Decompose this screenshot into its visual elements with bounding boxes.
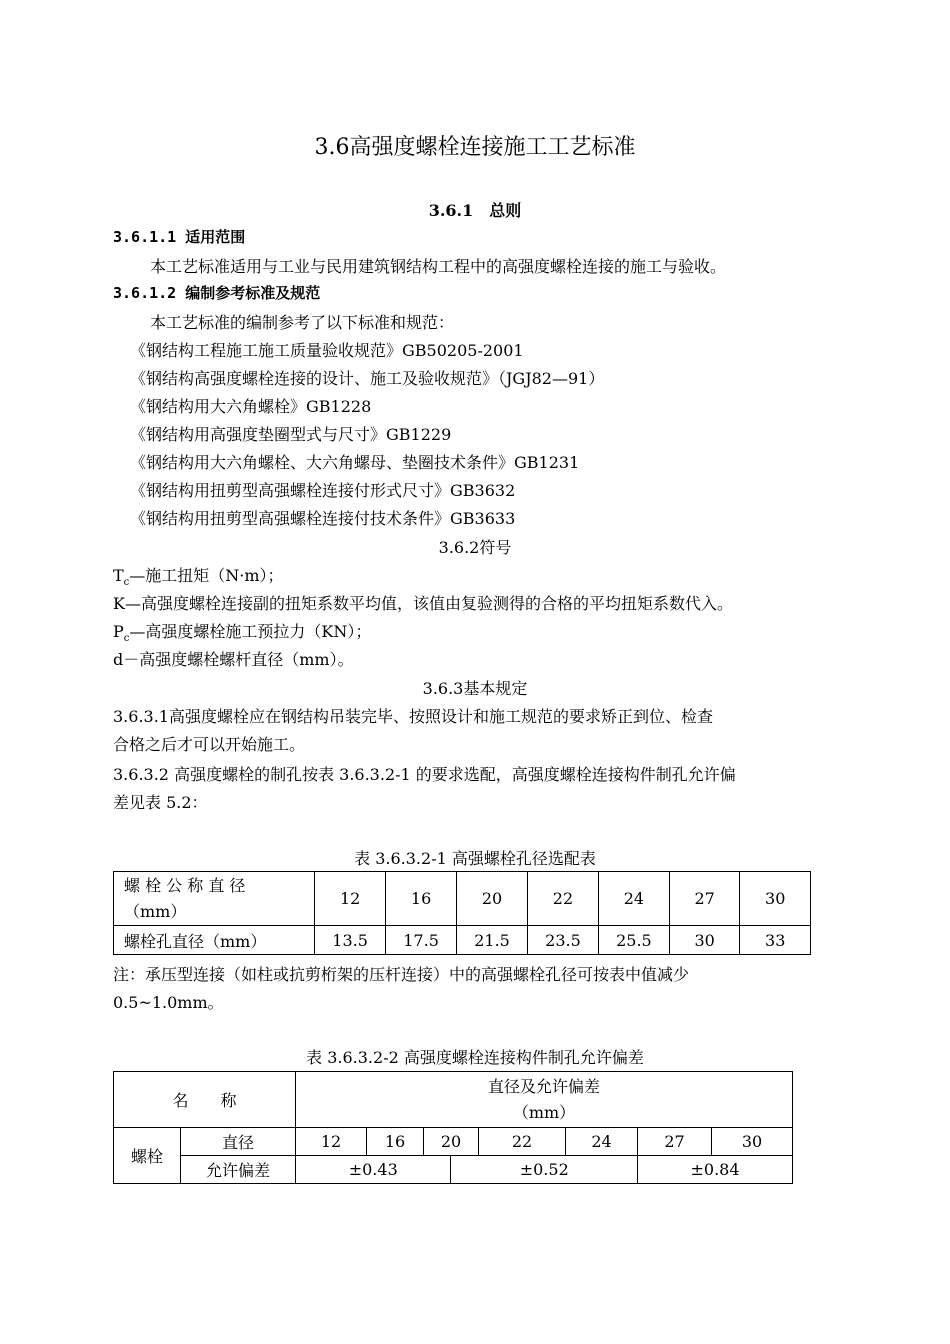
symbol-pc-line (113, 619, 371, 644)
table2-tolerance-cell: ±0.52 (451, 1156, 638, 1184)
table1-cell: 23.5 (528, 926, 599, 955)
table1-cell: 13.5 (315, 926, 386, 955)
table1-cell: 20 (457, 872, 528, 926)
subheading-references-text: 3.6.1.2 编制参考标准及规范 (113, 284, 321, 302)
rule-3-6-3-1-line2: 合格之后才可以开始施工。 (113, 735, 306, 754)
symbol-pc: P (113, 622, 124, 641)
table1-cell: 25.5 (598, 926, 669, 955)
symbol-pc-subscript: c (123, 633, 130, 645)
reference-item: 《钢结构高强度螺栓连接的设计、施工及验收规范》（JGJ82—91） (130, 369, 605, 388)
symbol-tc-desc: —施工扭矩（N·m）； (129, 566, 284, 585)
rule-3-6-3-2-line2: 差见表 5.2： (113, 793, 208, 812)
table1-cell: 33 (740, 926, 811, 955)
table1-row1-label-b: （mm） (124, 901, 187, 921)
section-heading-general: 3.6.1 总则 (428, 201, 522, 220)
paragraph-scope: 本工艺标准适用与工业与民用建筑钢结构工程中的高强度螺栓连接的施工与验收。 (150, 257, 727, 276)
table1-cell: 27 (669, 872, 740, 926)
reference-item: 《钢结构用扭剪型高强螺栓连接付形式尺寸》GB3632 (130, 481, 516, 500)
table2-diameter-label: 直径 (181, 1128, 296, 1156)
table1-cell: 21.5 (457, 926, 528, 955)
reference-item: 《钢结构用大六角螺栓、大六角螺母、垫圈技术条件》GB1231 (130, 453, 580, 472)
table1-cell: 22 (528, 872, 599, 926)
table1-note-line2: 0.5~1.0mm。 (113, 993, 224, 1012)
table2-tolerance-cell: ±0.84 (638, 1156, 793, 1184)
table2-diameter-cell: 16 (367, 1128, 424, 1156)
table2-diameter-cell: 20 (424, 1128, 479, 1156)
reference-item: 《钢结构用高强度垫圈型式与尺寸》GB1229 (130, 425, 452, 444)
table1-row2-label: 螺栓孔直径（mm） (114, 926, 315, 955)
table1-cell: 17.5 (386, 926, 457, 955)
table1-row1-label (114, 872, 315, 926)
table2-diameter-cell: 30 (712, 1128, 793, 1156)
table1-row1-label-a: 螺 栓 公 称 直 径 (124, 875, 246, 895)
symbol-tc-subscript: c (123, 577, 130, 589)
table1-cell: 12 (315, 872, 386, 926)
rule-3-6-3-1-line1: 3.6.3.1高强度螺栓应在钢结构吊装完毕、按照设计和施工规范的要求矫正到位、检查 (113, 707, 713, 726)
rule-3-6-3-2-line1: 3.6.3.2 高强度螺栓的制孔按表 3.6.3.2-1 的要求选配，高强度螺栓连接构件制孔允许偏 (113, 765, 736, 784)
table2-diameter-cell: 24 (566, 1128, 638, 1156)
table1-cell: 30 (669, 926, 740, 955)
table2-value-header-a: 直径及允许偏差 (487, 1076, 600, 1096)
symbol-tc-line (113, 563, 284, 588)
table2-group-label: 螺栓 (114, 1128, 181, 1184)
table2-tolerance-label: 允许偏差 (181, 1156, 296, 1184)
reference-item: 《钢结构用大六角螺栓》GB1228 (130, 397, 372, 416)
table1-caption: 表 3.6.3.2-1 高强螺栓孔径选配表 (354, 849, 596, 868)
reference-item: 《钢结构用扭剪型高强螺栓连接付技术条件》GB3633 (130, 509, 516, 528)
table2-name-header: 名 称 (114, 1072, 296, 1128)
table1-cell: 16 (386, 872, 457, 926)
document-title: 3.6高强度螺栓连接施工工艺标准 (314, 135, 636, 160)
table2-diameter-cell: 27 (638, 1128, 712, 1156)
table2-diameter-cell: 12 (296, 1128, 367, 1156)
table2-diameter-cell: 22 (479, 1128, 566, 1156)
subheading-scope (113, 226, 245, 247)
table1-cell: 24 (598, 872, 669, 926)
symbol-d-line: d－高强度螺栓螺杆直径（mm）。 (113, 650, 354, 669)
table2-value-header-b: （mm） (512, 1102, 576, 1122)
paragraph-references-intro: 本工艺标准的编制参考了以下标准和规范： (150, 313, 455, 332)
section-heading-basic-rules: 3.6.3基本规定 (422, 679, 528, 698)
table2-tolerance-cell: ±0.43 (296, 1156, 451, 1184)
symbol-tc: T (113, 566, 124, 585)
table2-hole-tolerance (113, 1071, 793, 1184)
section-heading-symbols: 3.6.2符号 (438, 538, 512, 557)
table1-cell: 30 (740, 872, 811, 926)
table1-bolt-hole-selection (113, 871, 811, 955)
subheading-references (113, 282, 320, 303)
symbol-pc-desc: —高强度螺栓施工预拉力（KN）； (129, 622, 372, 641)
table1-note-line1: 注：承压型连接（如柱或抗剪桁架的压杆连接）中的高强螺栓孔径可按表中值减少 (113, 965, 690, 984)
symbol-k-line: K—高强度螺栓连接副的扭矩系数平均值，该值由复验测得的合格的平均扭矩系数代入。 (113, 594, 733, 613)
table2-caption: 表 3.6.3.2-2 高强度螺栓连接构件制孔允许偏差 (306, 1048, 644, 1067)
subheading-scope-text: 3.6.1.1 适用范围 (113, 228, 246, 246)
reference-item: 《钢结构工程施工施工质量验收规范》GB50205-2001 (130, 341, 524, 360)
table2-value-header (296, 1072, 793, 1128)
